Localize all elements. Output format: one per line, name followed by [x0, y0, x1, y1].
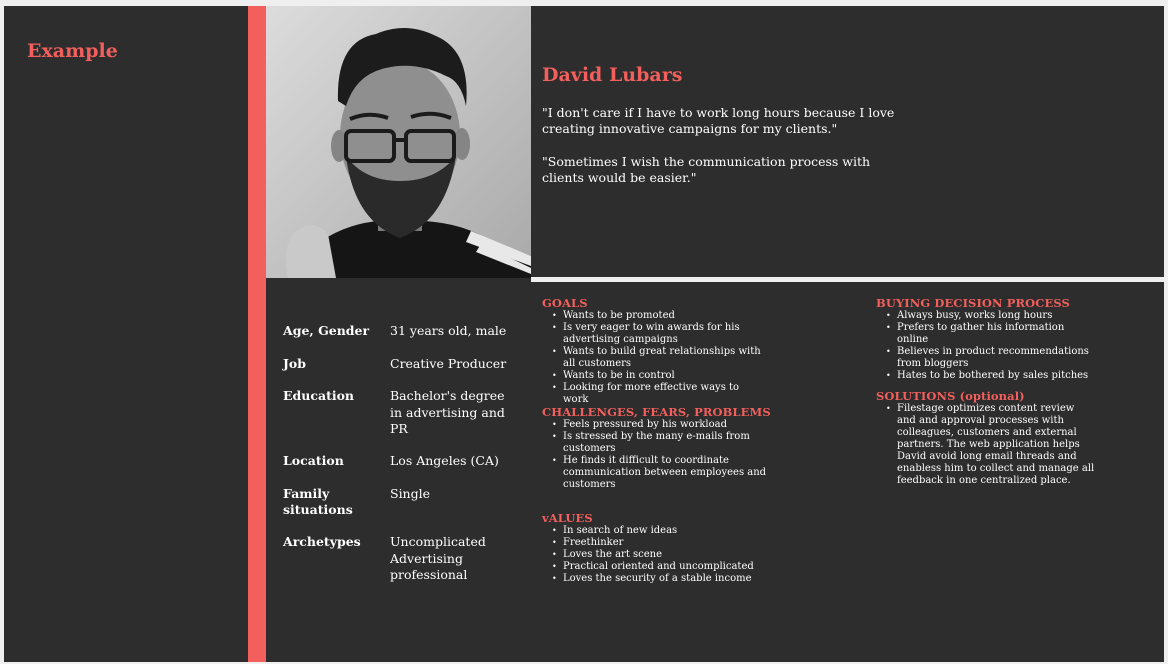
buying-decision-section	[876, 296, 1096, 382]
challenges-section	[542, 405, 772, 491]
persona-photo	[266, 6, 531, 278]
accent-bar	[248, 6, 266, 662]
archetypes-label: Archetypes	[283, 534, 361, 549]
left-title-panel	[4, 6, 248, 662]
list-item: • Is stressed by the many e-mails from customers	[542, 431, 772, 455]
list-item: • Is very eager to win awards for his advertising campaigns	[542, 322, 762, 346]
age-gender-value: 31 years old, male	[390, 323, 507, 338]
list-item: • Wants to build great relationships with all customers	[542, 346, 762, 370]
list-item: • Wants to be in control	[542, 370, 762, 382]
list-item: • Believes in product recommendations from bloggers	[876, 346, 1096, 370]
persona-quote: "I don't care if I have to work long hours because I love creating innovative campaigns for my clients."	[542, 105, 895, 136]
list-item: • Hates to be bothered by sales pitches	[876, 370, 1096, 382]
section-heading: BUYING DECISION PROCESS	[876, 296, 1070, 310]
age-gender-label: Age, Gender	[283, 323, 370, 338]
list-item: • Looking for more effective ways to work	[542, 382, 762, 406]
quote-panel	[531, 6, 1164, 277]
list-item: • Feels pressured by his workload	[542, 419, 772, 431]
portrait-image	[266, 6, 531, 278]
solutions-list	[876, 403, 1096, 487]
detail-panel	[531, 282, 1164, 662]
goals-section	[542, 296, 762, 406]
section-heading: CHALLENGES, FEARS, PROBLEMS	[542, 405, 771, 419]
list-item: • In search of new ideas	[542, 525, 772, 537]
family-situation-value: Single	[390, 486, 431, 501]
list-item: • Practical oriented and uncomplicated	[542, 561, 772, 573]
persona-quote: "Sometimes I wish the communication process with clients would be easier."	[542, 154, 871, 185]
location-label: Location	[283, 453, 344, 468]
values-section	[542, 511, 772, 585]
list-item: • Freethinker	[542, 537, 772, 549]
education-value: Bachelor's degree in advertising and PR	[390, 388, 505, 436]
list-item: • Loves the art scene	[542, 549, 772, 561]
solutions-section	[876, 389, 1096, 487]
list-item: • Filestage optimizes content review and and approval processes with colleagues, customers and external partners. The web application helps David avoid long email threads and enabless him to collect and manage all feedback in one centralized place.	[876, 403, 1096, 487]
list-item: • Prefers to gather his information online	[876, 322, 1096, 346]
list-item: • Always busy, works long hours	[876, 310, 1096, 322]
list-item: • Wants to be promoted	[542, 310, 762, 322]
job-value: Creative Producer	[390, 356, 507, 371]
buying-decision-list	[876, 310, 1096, 382]
challenges-list	[542, 419, 772, 491]
section-heading: SOLUTIONS (optional)	[876, 389, 1025, 403]
persona-name: David Lubars	[542, 64, 683, 86]
profile-panel	[266, 278, 531, 662]
section-heading: vALUES	[542, 511, 593, 525]
job-label: Job	[283, 356, 306, 371]
family-situation-label: Family situations	[283, 486, 353, 517]
list-item: • Loves the security of a stable income	[542, 573, 772, 585]
education-label: Education	[283, 388, 355, 403]
archetypes-value: Uncomplicated Advertising professional	[390, 534, 486, 582]
page-title: Example	[27, 40, 118, 62]
values-list	[542, 525, 772, 585]
list-item: • He finds it difficult to coordinate communication between employees and customers	[542, 455, 772, 491]
goals-list	[542, 310, 762, 406]
section-heading: GOALS	[542, 296, 588, 310]
location-value: Los Angeles (CA)	[390, 453, 499, 468]
